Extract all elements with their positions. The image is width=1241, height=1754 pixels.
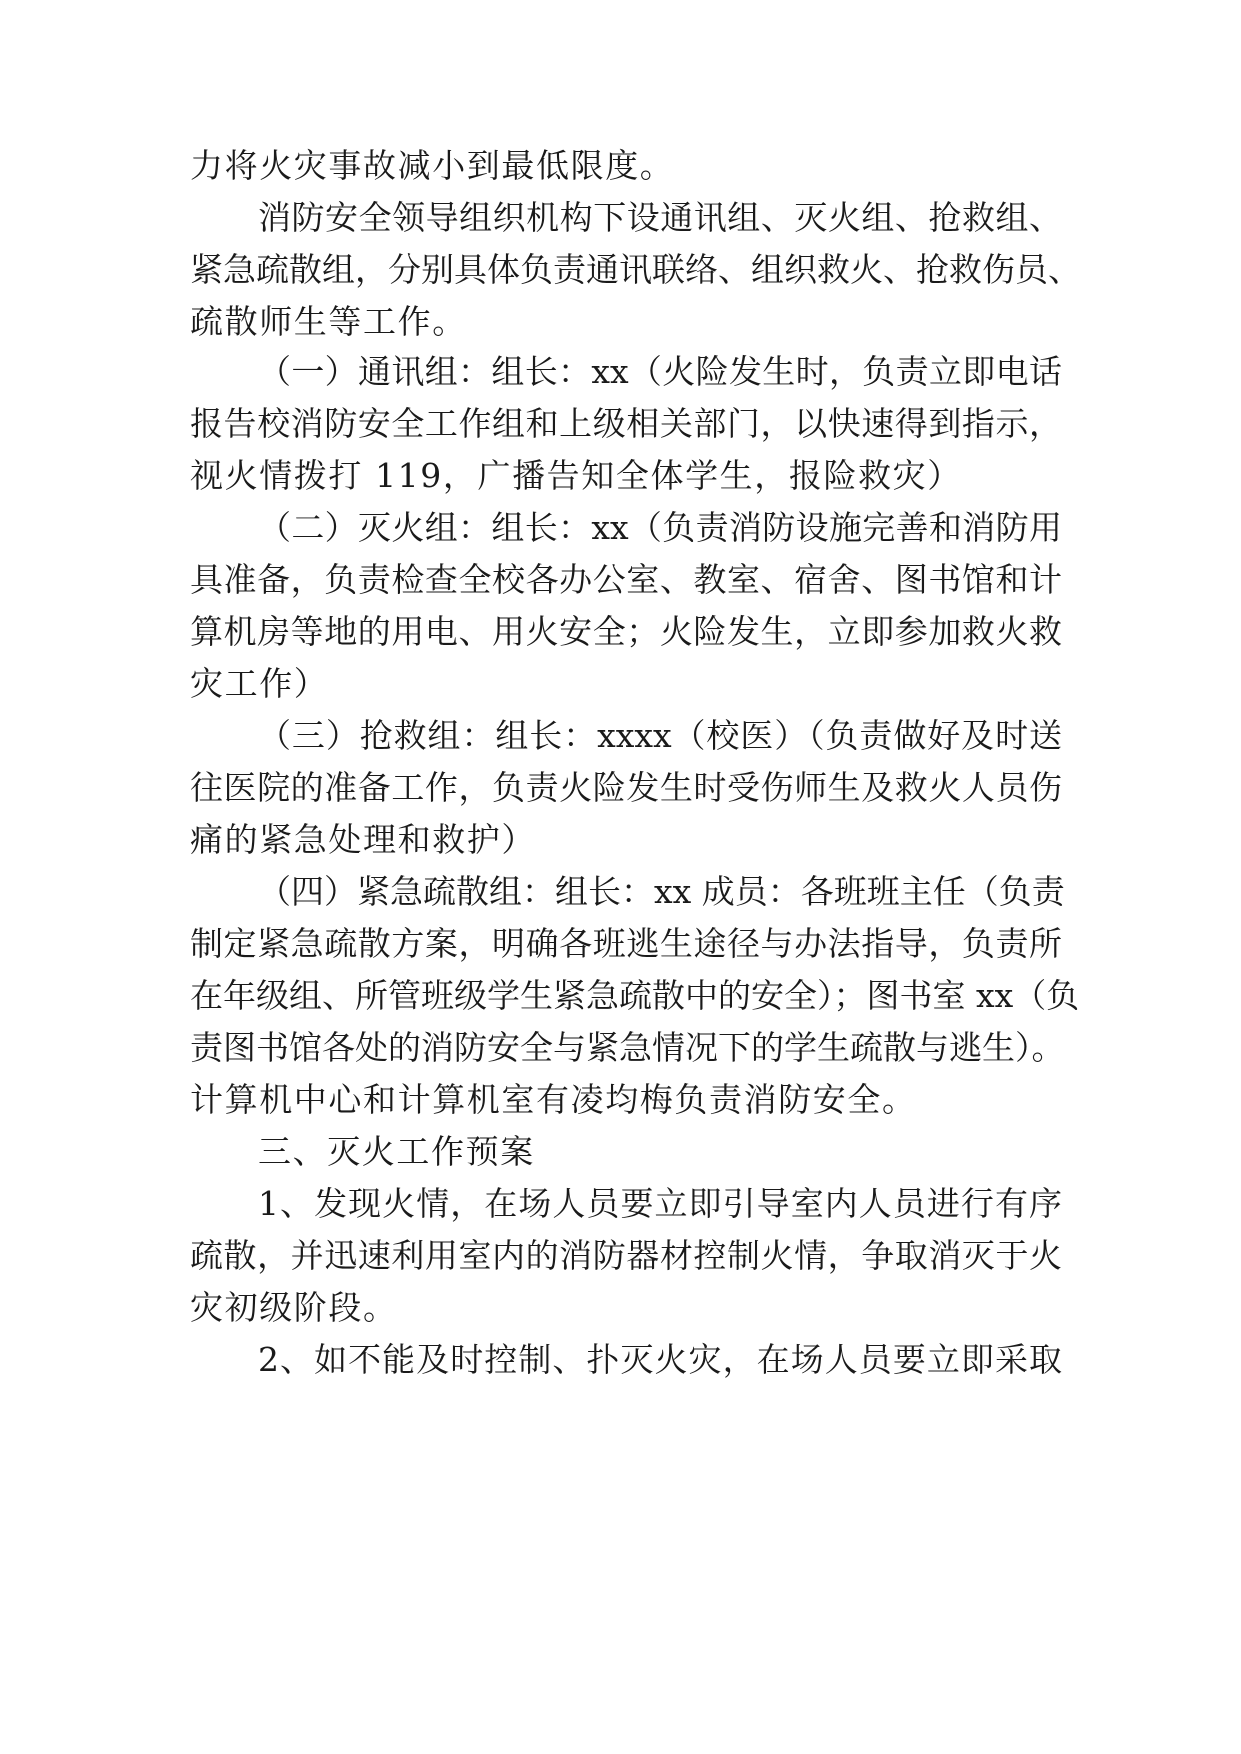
- text-line: 具准备，负责检查全校各办公室、教室、宿舍、图书馆和计: [190, 560, 1062, 599]
- text-line: 制定紧急疏散方案，明确各班逃生途径与办法指导，负责所: [190, 924, 1062, 963]
- text-line: 在年级组、所管班级学生紧急疏散中的安全）；图书室 xx（负: [190, 976, 1080, 1015]
- text-line: 疏散，并迅速利用室内的消防器材控制火情，争取消灭于火: [190, 1236, 1062, 1275]
- text-line: 责图书馆各处的消防安全与紧急情况下的学生疏散与逃生）。: [190, 1028, 1065, 1067]
- text-line: （三）抢救组：组长：xxxx（校医）（负责做好及时送: [258, 716, 1062, 755]
- text-line: 疏散师生等工作。: [190, 302, 467, 341]
- text-line: 灾工作）: [190, 664, 329, 703]
- text-line: 灾初级阶段。: [190, 1288, 398, 1327]
- text-line: 往医院的准备工作，负责火险发生时受伤师生及救火人员伤: [190, 768, 1062, 807]
- text-line: 紧急疏散组，分别具体负责通讯联络、组织救火、抢救伤员、: [190, 250, 1081, 289]
- text-line: 1、发现火情，在场人员要立即引导室内人员进行有序: [258, 1184, 1062, 1223]
- text-line: 视火情拨打 119，广播告知全体学生，报险救灾）: [190, 456, 962, 495]
- text-line: （二）灭火组：组长：xx（负责消防设施完善和消防用: [258, 508, 1062, 547]
- text-line: 2、如不能及时控制、扑灭火灾，在场人员要立即采取: [258, 1340, 1062, 1379]
- text-line: 算机房等地的用电、用火安全；火险发生，立即参加救火救: [190, 612, 1062, 651]
- text-line: （四）紧急疏散组：组长：xx 成员：各班班主任（负责: [258, 872, 1065, 911]
- text-line: 计算机中心和计算机室有凌均梅负责消防安全。: [190, 1080, 917, 1119]
- section-heading: 三、灭火工作预案: [258, 1132, 535, 1171]
- text-line: 报告校消防安全工作组和上级相关部门，以快速得到指示，: [190, 404, 1062, 443]
- text-line: 力将火灾事故减小到最低限度。: [190, 146, 675, 185]
- text-line: （一）通讯组：组长：xx（火险发生时，负责立即电话: [258, 352, 1062, 391]
- text-line: 消防安全领导组织机构下设通讯组、灭火组、抢救组、: [258, 198, 1062, 237]
- text-line: 痛的紧急处理和救护）: [190, 820, 536, 859]
